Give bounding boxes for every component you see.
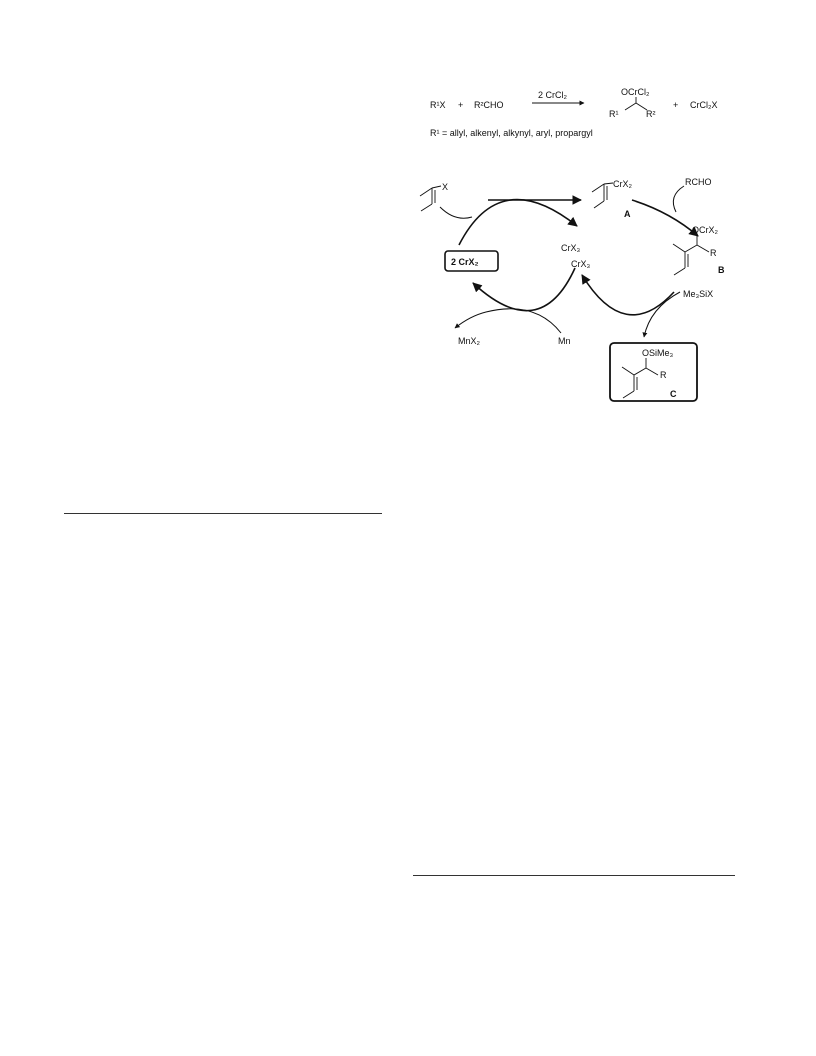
catalytic-cycle xyxy=(420,177,725,401)
intermediate-b-structure xyxy=(673,236,709,275)
substrate-entry-arrow xyxy=(440,207,472,218)
silyl-reagent-label: Me₃SiX xyxy=(683,289,714,299)
intermediate-a-structure xyxy=(592,183,613,208)
product-ocrcl2: OCrCl₂ xyxy=(621,87,650,97)
manganese-reduction-arrow xyxy=(455,309,561,333)
silylation-arrow xyxy=(644,292,680,337)
product-c-osime3: OSiMe₃ xyxy=(642,348,674,358)
mnx2-label: MnX₂ xyxy=(458,336,480,346)
aldehyde-label: RCHO xyxy=(685,177,712,187)
product-c-label: C xyxy=(670,389,677,399)
aldehyde-entry-arrow xyxy=(673,186,684,212)
vinyl-halide-substrate xyxy=(420,186,441,211)
intermediate-b-label: B xyxy=(718,265,725,275)
catalyst-label: 2 CrX₂ xyxy=(451,257,479,267)
substrate-x: X xyxy=(442,182,449,192)
reactant-aldehyde: R²CHO xyxy=(474,100,504,110)
intermediate-b-r: R xyxy=(710,248,717,258)
intermediate-b-ocrx2: OCrX₂ xyxy=(692,225,718,235)
crx3-label-2: CrX₃ xyxy=(571,259,591,269)
reactant-r1x: R¹X xyxy=(430,100,446,110)
arrow-a-to-b xyxy=(632,200,698,236)
left-cycle-lower-arc xyxy=(473,268,575,311)
product-skeleton xyxy=(625,97,647,110)
byproduct-crcl2x: CrCl₂X xyxy=(690,100,718,110)
crx3-label-1: CrX₃ xyxy=(561,243,581,253)
intermediate-a-label: A xyxy=(624,209,631,219)
intermediate-a-crx2: CrX₂ xyxy=(613,179,632,189)
plus-sign-2: + xyxy=(673,100,679,110)
r1-definition: R¹ = allyl, alkenyl, alkynyl, aryl, propargyl xyxy=(430,128,593,138)
mn-label: Mn xyxy=(558,336,571,346)
plus-sign-1: + xyxy=(458,100,464,110)
product-r1: R¹ xyxy=(609,109,619,119)
left-cycle-upper-arc xyxy=(459,200,577,245)
reagent-label: 2 CrCl₂ xyxy=(538,90,567,100)
general-equation xyxy=(430,87,718,138)
right-cycle-lower-arc xyxy=(582,275,674,315)
product-c-r: R xyxy=(660,370,667,380)
product-r2: R² xyxy=(646,109,656,119)
